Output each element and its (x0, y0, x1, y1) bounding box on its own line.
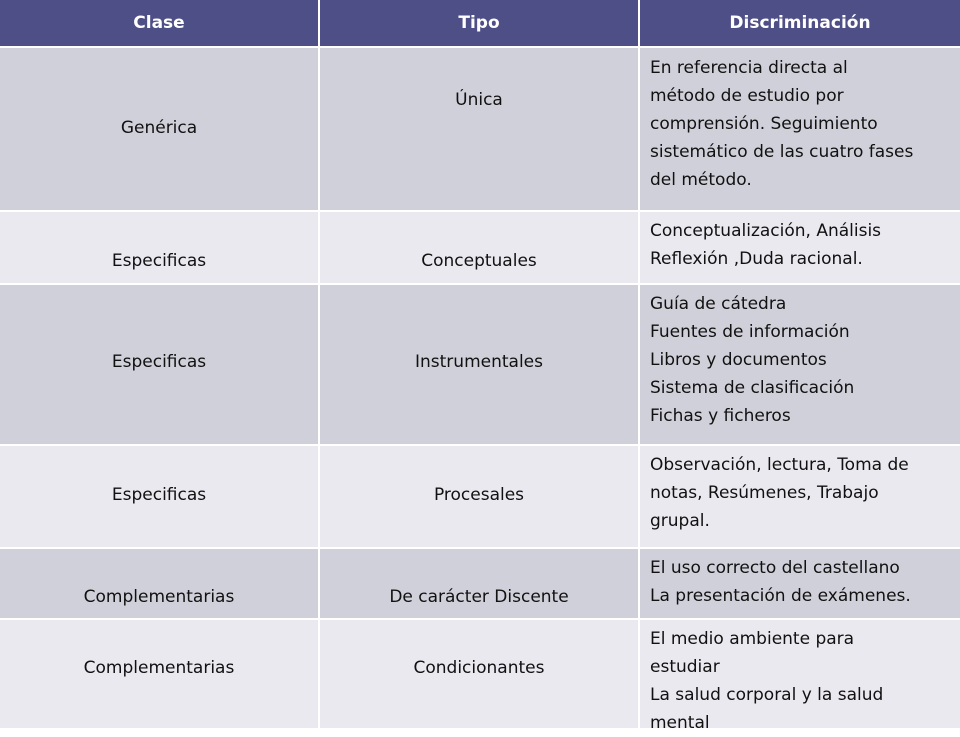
cell-clase: Genérica (0, 48, 320, 210)
cell-tipo: Conceptuales (320, 212, 640, 283)
cell-clase: Complementarias (0, 549, 320, 618)
discriminacion-line: Sistema de clasificación (650, 378, 855, 398)
table-row (0, 46, 960, 210)
discriminacion-line: La salud corporal y la salud (650, 685, 884, 705)
header-tipo: Tipo (320, 0, 640, 46)
discriminacion-line: Observación, lectura, Toma de (650, 455, 909, 475)
cell-clase: Complementarias (0, 620, 320, 728)
table-row (0, 210, 960, 283)
cell-discriminacion (640, 620, 960, 733)
cell-tipo: Instrumentales (320, 285, 640, 444)
cell-tipo: Condicionantes (320, 620, 640, 728)
discriminacion-line: Fichas y ficheros (650, 406, 791, 426)
discriminacion-line: notas, Resúmenes, Trabajo (650, 483, 879, 503)
cell-discriminacion (640, 212, 960, 283)
table-row (0, 547, 960, 618)
discriminacion-line: Guía de cátedra (650, 294, 787, 314)
cell-discriminacion (640, 446, 960, 547)
table-header (0, 0, 960, 46)
table-row (0, 444, 960, 547)
discriminacion-line: El medio ambiente para (650, 629, 855, 649)
table-row (0, 618, 960, 733)
discriminacion-line: del método. (650, 170, 752, 190)
discriminacion-line: En referencia directa al (650, 58, 848, 78)
discriminacion-line: La presentación de exámenes. (650, 586, 911, 606)
discriminacion-line: sistemático de las cuatro fases (650, 142, 914, 162)
discriminacion-line: Libros y documentos (650, 350, 827, 370)
header-clase: Clase (0, 0, 320, 46)
cell-clase: Especificas (0, 212, 320, 283)
header-discriminacion: Discriminación (729, 13, 871, 33)
cell-discriminacion (640, 48, 960, 210)
table-row (0, 283, 960, 444)
discriminacion-line: El uso correcto del castellano (650, 558, 900, 578)
cell-discriminacion (640, 285, 960, 444)
discriminacion-line: estudiar (650, 657, 720, 677)
cell-tipo: Única (320, 48, 640, 210)
cell-discriminacion (640, 549, 960, 618)
discriminacion-line: comprensión. Seguimiento (650, 114, 878, 134)
discriminacion-line: método de estudio por (650, 86, 844, 106)
cell-tipo: De carácter Discente (320, 549, 640, 618)
cell-clase: Especificas (0, 285, 320, 444)
discriminacion-line: mental (650, 713, 710, 733)
discriminacion-line: grupal. (650, 511, 710, 531)
cell-clase: Especificas (0, 446, 320, 547)
discriminacion-line: Fuentes de información (650, 322, 850, 342)
cell-tipo: Procesales (320, 446, 640, 547)
discriminacion-line: Reflexión ,Duda racional. (650, 249, 863, 269)
discriminacion-line: Conceptualización, Análisis (650, 221, 882, 241)
